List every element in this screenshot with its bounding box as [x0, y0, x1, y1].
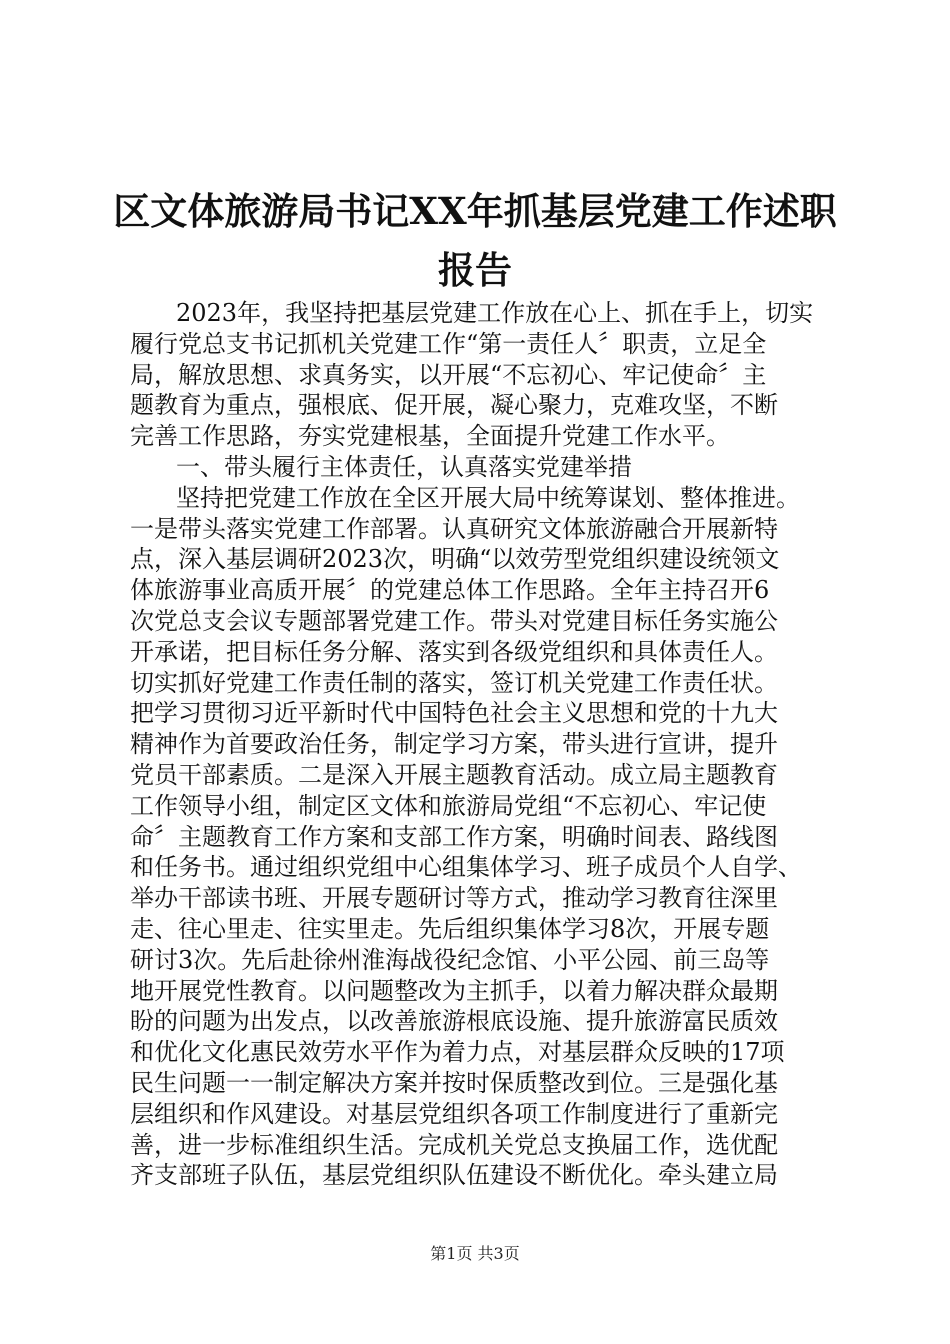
- body-line: 齐支部班子队伍，基层党组织队伍建设不断优化。牵头建立局: [130, 1161, 778, 1190]
- body-line: 2023年，我坚持把基层党建工作放在心上、抓在手上，切实: [176, 299, 814, 327]
- body-line: 完善工作思路，夯实党建根基，全面提升党建工作水平。: [130, 422, 730, 451]
- document-title-line-2: 报告: [438, 248, 512, 292]
- body-line: 题教育为重点，强根底、促开展，凝心聚力，克难攻坚，不断: [130, 391, 778, 420]
- body-line: 民生问题一一制定解决方案并按时保质整改到位。三是强化基: [130, 1068, 778, 1097]
- body-line: 和优化文化惠民效劳水平作为着力点，对基层群众反映的17项: [130, 1038, 785, 1067]
- body-line: 次党总支会议专题部署党建工作。带头对党建目标任务实施公: [130, 606, 778, 635]
- body-line: 善，进一步标准组织生活。完成机关党总支换届工作，选优配: [130, 1130, 778, 1159]
- body-line: 盼的问题为出发点，以改善旅游根底设施、提升旅游富民质效: [130, 1007, 778, 1036]
- body-line: 体旅游事业高质开展〞的党建总体工作思路。全年主持召开6: [130, 576, 770, 605]
- body-line: 举办干部读书班、开展专题研讨等方式，推动学习教育往深里: [130, 884, 778, 913]
- body-line: 工作领导小组，制定区文体和旅游局党组“不忘初心、牢记使: [130, 791, 767, 820]
- body-line: 走、往心里走、往实里走。先后组织集体学习8次，开展专题: [130, 914, 770, 943]
- document-body: [130, 298, 826, 1191]
- body-line: 把学习贯彻习近平新时代中国特色社会主义思想和党的十九大: [130, 699, 778, 728]
- body-line: 党员干部素质。二是深入开展主题教育活动。成立局主题教育: [130, 760, 778, 789]
- section-heading: 一、带头履行主体责任，认真落实党建举措: [176, 452, 632, 481]
- body-line: 点，深入基层调研2023次，明确“以效劳型党组织建设统领文: [130, 545, 780, 574]
- body-line: 地开展党性教育。以问题整改为主抓手，以着力解决群众最期: [130, 976, 778, 1005]
- body-line: 切实抓好党建工作责任制的落实，签订机关党建工作责任状。: [130, 668, 778, 697]
- body-line: 履行党总支书记抓机关党建工作“第一责任人〞职责，立足全: [130, 329, 767, 358]
- body-line: 层组织和作风建设。对基层党组织各项工作制度进行了重新完: [130, 1099, 778, 1128]
- body-line: 命〞主题教育工作方案和支部工作方案，明确时间表、路线图: [130, 822, 778, 851]
- body-line: 和任务书。通过组织党组中心组集体学习、班子成员个人自学、: [130, 853, 802, 882]
- page-number-footer: 第1页 共3页: [430, 1244, 520, 1263]
- body-line: 精神作为首要政治任务，制定学习方案，带头进行宣讲，提升: [130, 730, 778, 759]
- body-line: 局，解放思想、求真务实，以开展“不忘初心、牢记使命〞主: [130, 360, 767, 389]
- body-line: 研讨3次。先后赴徐州淮海战役纪念馆、小平公园、前三岛等: [130, 945, 770, 974]
- body-line: 坚持把党建工作放在全区开展大局中统筹谋划、整体推进。: [176, 483, 800, 512]
- body-line: 开承诺，把目标任务分解、落实到各级党组织和具体责任人。: [130, 637, 778, 666]
- document-title-line-1: 区文体旅游局书记XX年抓基层党建工作述职: [113, 189, 837, 233]
- body-line: 一是带头落实党建工作部署。认真研究文体旅游融合开展新特: [130, 514, 778, 543]
